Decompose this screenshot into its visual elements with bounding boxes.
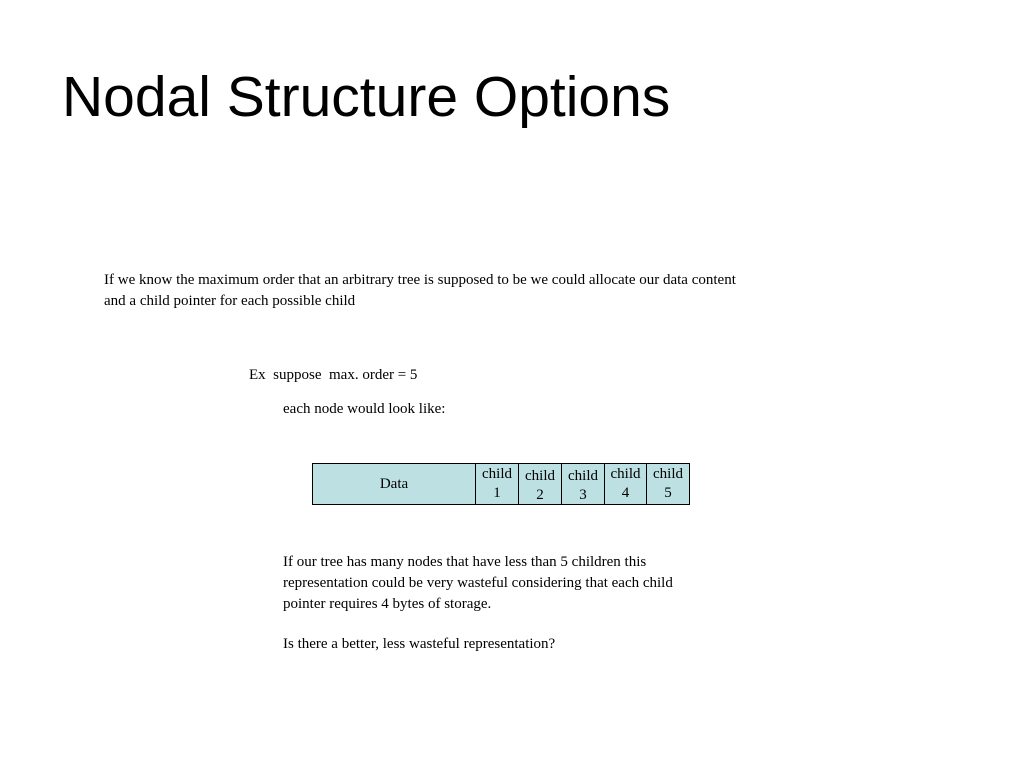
node-data-label: Data — [379, 475, 409, 492]
intro-paragraph — [104, 270, 864, 312]
wasteful-line: pointer requires 4 bytes of storage. — [283, 596, 492, 612]
child-number: 3 — [579, 487, 587, 503]
slide-title: Nodal Structure Options — [62, 65, 671, 129]
intro-line: and a child pointer for each possible child — [104, 293, 356, 309]
node-data-cell — [313, 464, 475, 504]
wasteful-line: If our tree has many nodes that have less than 5 children this — [283, 554, 647, 570]
node-diagram — [312, 463, 690, 505]
child-word: child — [525, 468, 555, 484]
child-word: child — [610, 466, 641, 482]
child-number: 2 — [536, 487, 544, 503]
node-child-cell-2 — [518, 464, 561, 504]
example-text: Ex suppose max. order = 5 — [249, 367, 418, 383]
node-child-cell-3 — [561, 464, 604, 504]
child-number: 5 — [664, 485, 672, 501]
child-word: child — [653, 466, 683, 482]
wasteful-line: representation could be very wasteful considering that each child — [283, 575, 673, 591]
question-text: Is there a better, less wasteful representation? — [283, 636, 556, 652]
child-number: 1 — [493, 485, 501, 501]
child-word: child — [482, 466, 512, 482]
wasteful-paragraph — [283, 552, 673, 615]
node-child-cell-5 — [646, 464, 689, 504]
child-word: child — [568, 468, 598, 484]
node-child-cell-4 — [604, 464, 646, 504]
node-caption: each node would look like: — [283, 401, 446, 417]
intro-line: If we know the maximum order that an arbitrary tree is supposed to be we could allocate our data content — [104, 272, 736, 288]
node-child-cell-1 — [475, 464, 518, 504]
child-number: 4 — [621, 485, 630, 501]
